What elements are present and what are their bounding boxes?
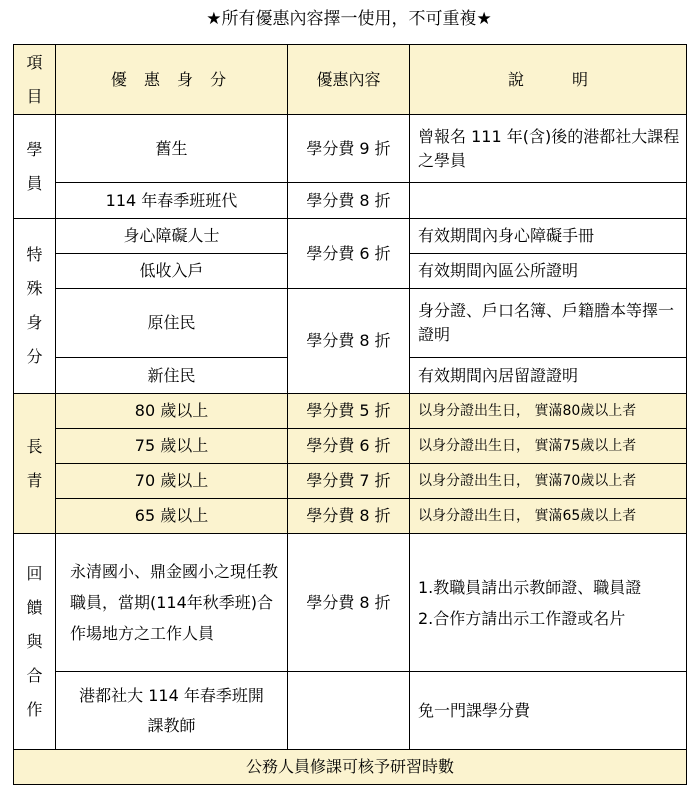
discount-cell: 學分費 8 折 [288, 499, 410, 534]
discount-cell: 學分費 9 折 [288, 115, 410, 183]
description-cell: 有效期間內區公所證明 [410, 254, 687, 289]
description-cell: 有效期間內居留證證明 [410, 358, 687, 394]
identity-cell: 65 歲以上 [56, 499, 288, 534]
discount-cell: 學分費 8 折 [288, 534, 410, 672]
header-discount: 優惠內容 [288, 45, 410, 115]
description-cell: 以身分證出生日， 實滿75歲以上者 [410, 429, 687, 464]
table-row [14, 394, 687, 429]
description-line: 2.合作方請出示工作證或名片 [418, 608, 626, 628]
description-line: 1.教職員請出示教師證、職員證 [418, 577, 642, 597]
table-header-row [14, 45, 687, 115]
identity-cell: 原住民 [56, 289, 288, 358]
header-description: 說 明 [410, 45, 687, 115]
table-footer-row [14, 750, 687, 785]
table-row [14, 219, 687, 254]
discount-cell [288, 672, 410, 750]
identity-cell: 永清國小、鼎金國小之現任教職員，當期(114年秋季班)合作場地方之工作人員 [56, 534, 288, 672]
table-row [14, 183, 687, 219]
discount-cell: 學分費 6 折 [288, 429, 410, 464]
group-label-senior: 長 青 [14, 394, 56, 534]
table-row [14, 429, 687, 464]
group-label-coop: 回 饋 與 合 作 [14, 534, 56, 750]
identity-cell: 港都社大 114 年春季班開課教師 [56, 672, 288, 750]
description-cell: 有效期間內身心障礙手冊 [410, 219, 687, 254]
description-cell: 以身分證出生日， 實滿70歲以上者 [410, 464, 687, 499]
identity-cell: 舊生 [56, 115, 288, 183]
discount-cell: 學分費 8 折 [288, 289, 410, 394]
discount-cell: 學分費 7 折 [288, 464, 410, 499]
page-title: ★所有優惠內容擇一使用，不可重複★ [206, 9, 492, 29]
identity-cell: 新住民 [56, 358, 288, 394]
identity-cell: 75 歲以上 [56, 429, 288, 464]
discount-table [13, 44, 687, 785]
footer-note: 公務人員修課可核予研習時數 [14, 750, 687, 785]
description-cell: 身分證、戶口名簿、戶籍謄本等擇一證明 [410, 289, 687, 358]
identity-cell: 70 歲以上 [56, 464, 288, 499]
description-cell [410, 534, 687, 672]
table-row [14, 464, 687, 499]
table-row [14, 534, 687, 672]
header-identity: 優 惠 身 分 [56, 45, 288, 115]
discount-cell: 學分費 6 折 [288, 219, 410, 289]
identity-cell: 80 歲以上 [56, 394, 288, 429]
discount-cell: 學分費 5 折 [288, 394, 410, 429]
discount-cell: 學分費 8 折 [288, 183, 410, 219]
identity-cell: 身心障礙人士 [56, 219, 288, 254]
table-row [14, 499, 687, 534]
table-row [14, 672, 687, 750]
description-cell [410, 183, 687, 219]
group-label-special: 特 殊 身 分 [14, 219, 56, 394]
identity-cell: 低收入戶 [56, 254, 288, 289]
table-row [14, 289, 687, 358]
description-cell: 曾報名 111 年(含)後的港都社大課程之學員 [410, 115, 687, 183]
identity-cell: 114 年春季班班代 [56, 183, 288, 219]
group-label-student: 學 員 [14, 115, 56, 219]
header-item: 項 目 [14, 45, 56, 115]
description-cell: 以身分證出生日， 實滿65歲以上者 [410, 499, 687, 534]
table-row [14, 115, 687, 183]
description-cell: 以身分證出生日， 實滿80歲以上者 [410, 394, 687, 429]
description-cell: 免一門課學分費 [410, 672, 687, 750]
